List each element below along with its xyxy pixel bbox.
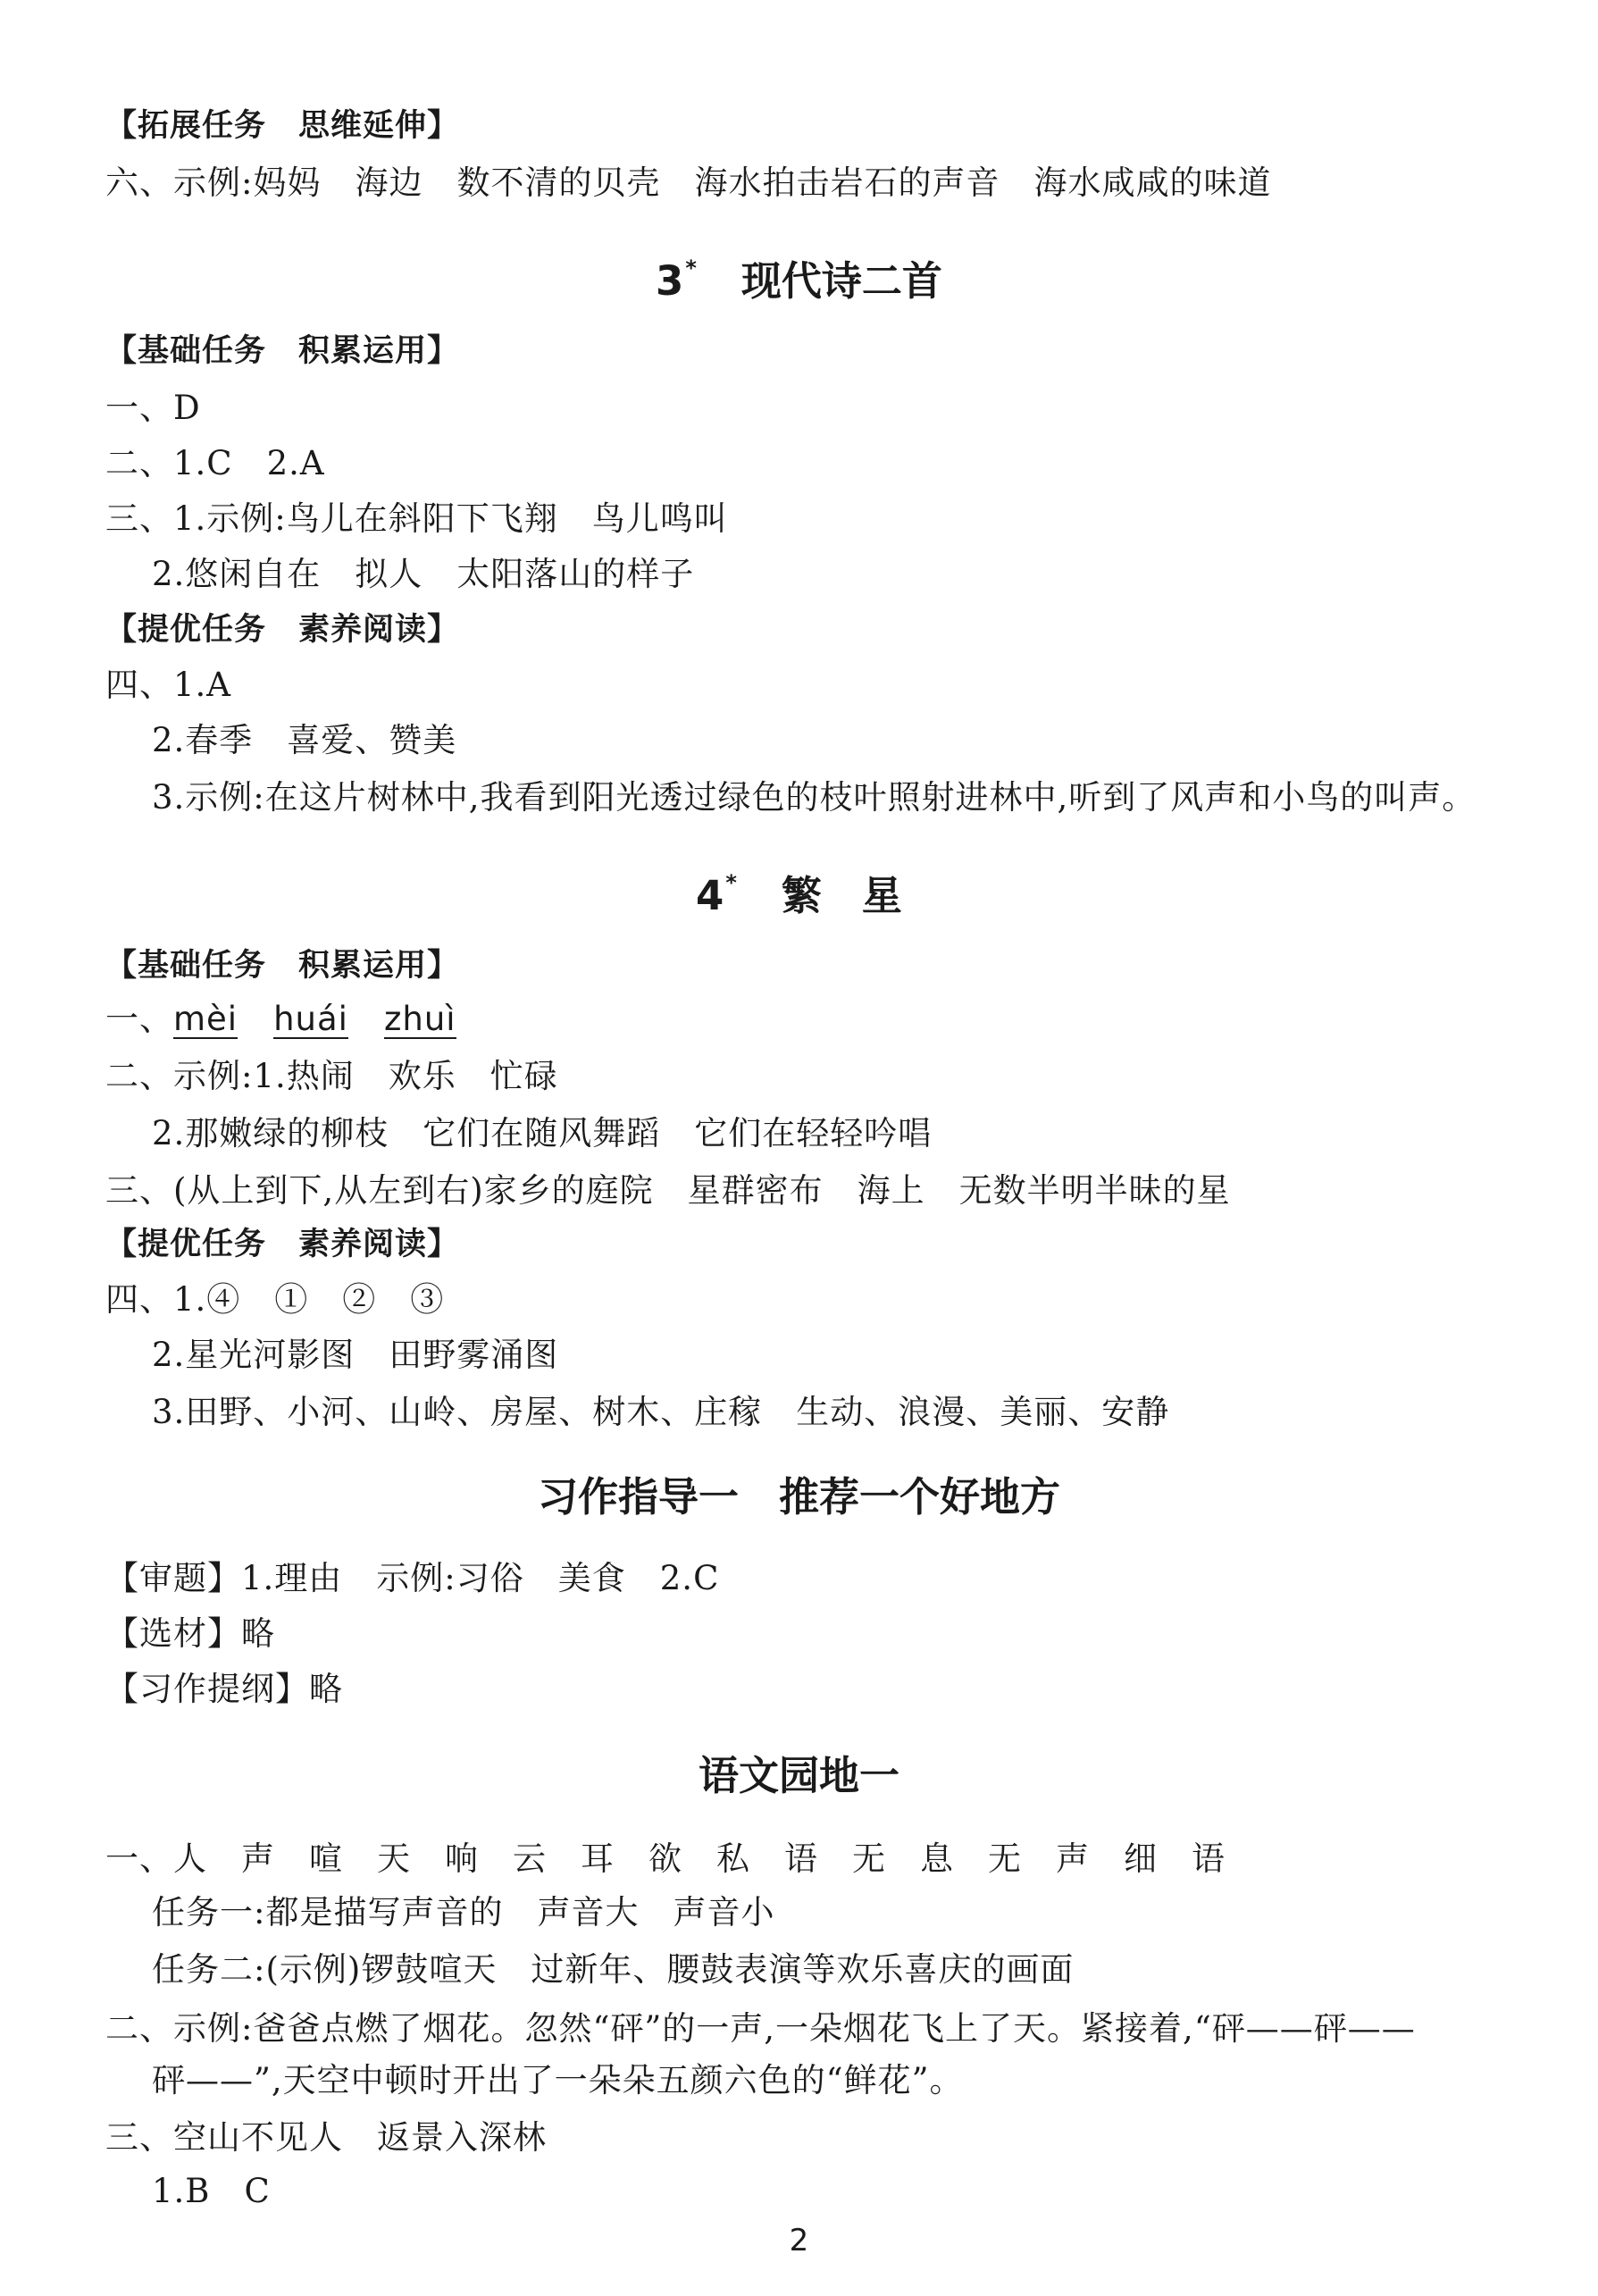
lesson-number: 4 [696, 872, 724, 919]
answer-line: 二、示例:1.热闹 欢乐 忙碌 [105, 1057, 558, 1095]
lesson-4-heading [0, 858, 1598, 921]
answer-line: 二、示例:爸爸点燃了烟花。忽然“砰”的一声,一朵烟花飞上了天。紧接着,“砰——砰—— [105, 2009, 1416, 2048]
section-tag-basic: 【基础任务 积累运用】 [105, 333, 460, 369]
answer-char: 语 [1192, 1839, 1226, 1878]
pinyin-answer: zhuì [383, 1000, 456, 1038]
answer-char: 云 [513, 1839, 547, 1878]
answer-line: 二、1.C 2.A [105, 444, 325, 482]
answer-char: 私 [716, 1839, 750, 1878]
section-tag-improve: 【提优任务 素养阅读】 [105, 1227, 460, 1262]
lesson-star: * [685, 256, 697, 281]
answer-line: 2.春季 喜爱、赞美 [152, 721, 457, 759]
answer-char: 人 [173, 1839, 207, 1878]
answer-line: 三、(从上到下,从左到右)家乡的庭院 星群密布 海上 无数半明半昧的星 [105, 1171, 1231, 1210]
answer-line: 1.B C [152, 2172, 271, 2210]
writing-heading: 习作指导一 推荐一个好地方 [537, 1473, 1060, 1521]
pinyin-answer: mèi [173, 1000, 238, 1038]
answer-char: 无 [988, 1839, 1022, 1878]
lesson-title: 繁 星 [781, 872, 902, 919]
answer-line: 砰——”,天空中顿时开出了一朵朵五颜六色的“鲜花”。 [152, 2061, 964, 2099]
answer-char: 欲 [648, 1839, 682, 1878]
char-answer-line [105, 1839, 1259, 1880]
answer-char: 息 [920, 1839, 954, 1878]
garden-heading: 语文园地一 [698, 1752, 899, 1799]
answer-line: 2.悠闲自在 拟人 太阳落山的样子 [152, 555, 695, 593]
answer-line: 任务一:都是描写声音的 声音大 声音小 [152, 1893, 775, 1931]
pinyin-answer-line [105, 999, 456, 1040]
answer-line: 三、空山不见人 返景入深林 [105, 2118, 547, 2157]
answer-char: 语 [784, 1839, 818, 1878]
answer-line: 3.田野、小河、山岭、房屋、树木、庄稼 生动、浪漫、美丽、安静 [152, 1393, 1170, 1431]
answer-line: 2.星光河影图 田野雾涌图 [152, 1336, 559, 1374]
answer-line: 【选材】略 [105, 1614, 275, 1653]
answer-char: 声 [241, 1839, 275, 1878]
lesson-3-heading [0, 243, 1598, 306]
answer-char: 天 [377, 1839, 411, 1878]
answer-char: 细 [1124, 1839, 1158, 1878]
section-tag-extend: 【拓展任务 思维延伸】 [105, 108, 460, 144]
page-number: 2 [789, 2223, 809, 2258]
section-tag-basic: 【基础任务 积累运用】 [105, 948, 460, 984]
answer-line: 【习作提纲】略 [105, 1670, 343, 1708]
answer-line: 2.那嫩绿的柳枝 它们在随风舞蹈 它们在轻轻吟唱 [152, 1114, 933, 1152]
answer-line: 三、1.示例:鸟儿在斜阳下飞翔 鸟儿鸣叫 [105, 499, 728, 538]
section-tag-improve: 【提优任务 素养阅读】 [105, 612, 460, 648]
answer-char: 声 [1056, 1839, 1090, 1878]
line-prefix: 一、 [105, 1000, 173, 1038]
lesson-star: * [725, 870, 737, 895]
answer-char: 耳 [581, 1839, 615, 1878]
answer-line: 四、1.A [105, 666, 232, 704]
answer-line: 六、示例:妈妈 海边 数不清的贝壳 海水拍击岩石的声音 海水咸咸的味道 [105, 163, 1272, 202]
line-prefix: 一、 [105, 1839, 173, 1878]
lesson-title: 现代诗二首 [740, 257, 942, 305]
pinyin-answer: huái [273, 1000, 348, 1038]
answer-line: 任务二:(示例)锣鼓喧天 过新年、腰鼓表演等欢乐喜庆的画面 [152, 1950, 1075, 1989]
answer-char: 喧 [309, 1839, 343, 1878]
answer-line: 【审题】1.理由 示例:习俗 美食 2.C [105, 1559, 720, 1597]
answer-line: 四、1.④ ① ② ③ [105, 1280, 445, 1319]
answer-char: 响 [445, 1839, 479, 1878]
answer-char: 无 [852, 1839, 886, 1878]
answer-line: 3.示例:在这片树林中,我看到阳光透过绿色的枝叶照射进林中,听到了风声和小鸟的叫声。 [152, 778, 1477, 817]
answer-line: 一、D [105, 389, 201, 427]
lesson-number: 3 [656, 257, 684, 305]
